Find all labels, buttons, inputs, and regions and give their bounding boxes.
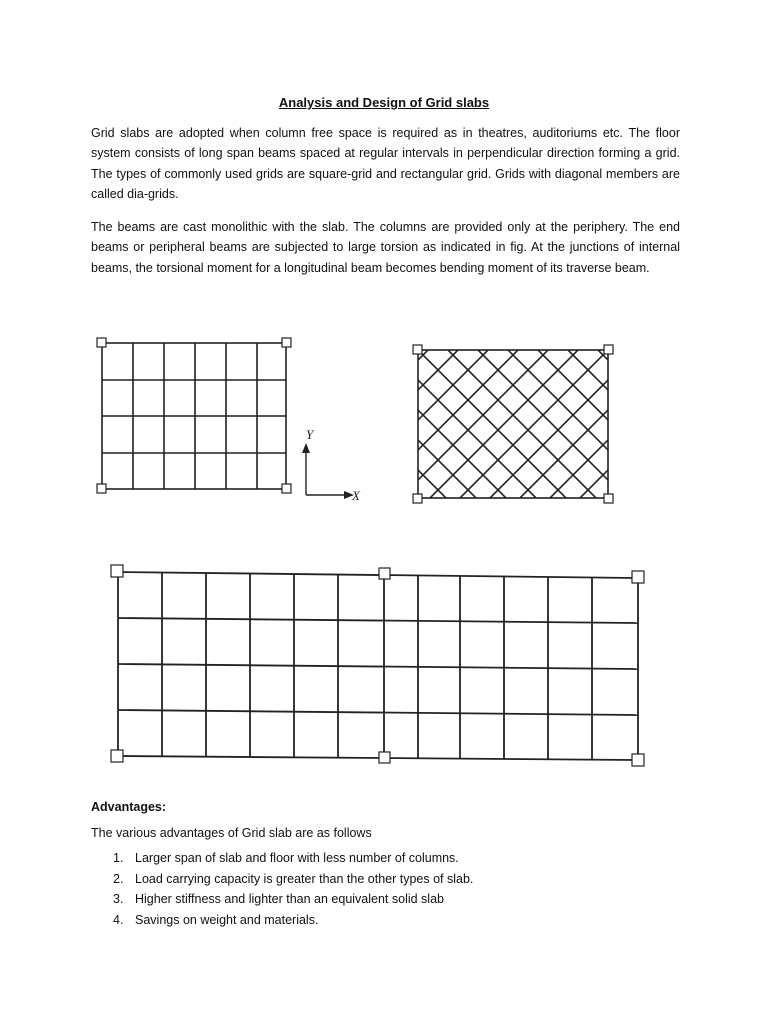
column-marker [97, 484, 106, 493]
diagonal-grid-figure [408, 340, 618, 510]
list-item: 2. Load carrying capacity is greater than the other types of slab. [113, 871, 474, 886]
list-item: 1. Larger span of slab and floor with less number of columns. [113, 851, 459, 865]
column-marker [413, 345, 422, 354]
advantages-intro: The various advantages of Grid slab are as follows [91, 826, 372, 840]
x-axis-label: X [352, 488, 360, 503]
column-marker [282, 484, 291, 493]
column-marker [632, 754, 644, 766]
rectangular-grid-figure [100, 560, 660, 775]
axis-indicator [296, 425, 366, 505]
advantages-heading: Advantages: [91, 800, 167, 814]
list-item: 3. Higher stiffness and lighter than an equivalent solid slab [113, 892, 444, 907]
intro-paragraph: Grid slabs are adopted when column free space is required as in theatres, auditoriums etc. The floor system consists of long span beams spaced at regular intervals in perpendicular direction forming a grid. The types of commonly used grids are square-grid and rectangular grid. Grids with diagonal members are called dia-grids. [91, 126, 680, 202]
column-marker [413, 494, 422, 503]
column-marker [379, 752, 390, 763]
advantages-list [113, 848, 473, 931]
page-title: Analysis and Design of Grid slabs [278, 95, 490, 110]
square-grid-figure [92, 333, 302, 503]
y-arrow-icon [302, 443, 310, 453]
column-marker [632, 571, 644, 583]
column-marker [97, 338, 106, 347]
torsion-paragraph: The beams are cast monolithic with the slab. The columns are provided only at the periphery. The end beams or peripheral beams are subjected to large torsion as indicated in fig. At the junctions of internal beams, the torsional moment for a longitudinal beam becomes bending moment of its traverse beam. [91, 220, 680, 275]
column-marker [604, 345, 613, 354]
column-marker [604, 494, 613, 503]
y-axis-label: Y [306, 427, 314, 442]
column-marker [379, 568, 390, 579]
list-item: 4. Savings on weight and materials. [113, 913, 319, 928]
column-marker [282, 338, 291, 347]
column-marker [111, 565, 123, 577]
column-marker [111, 750, 123, 762]
